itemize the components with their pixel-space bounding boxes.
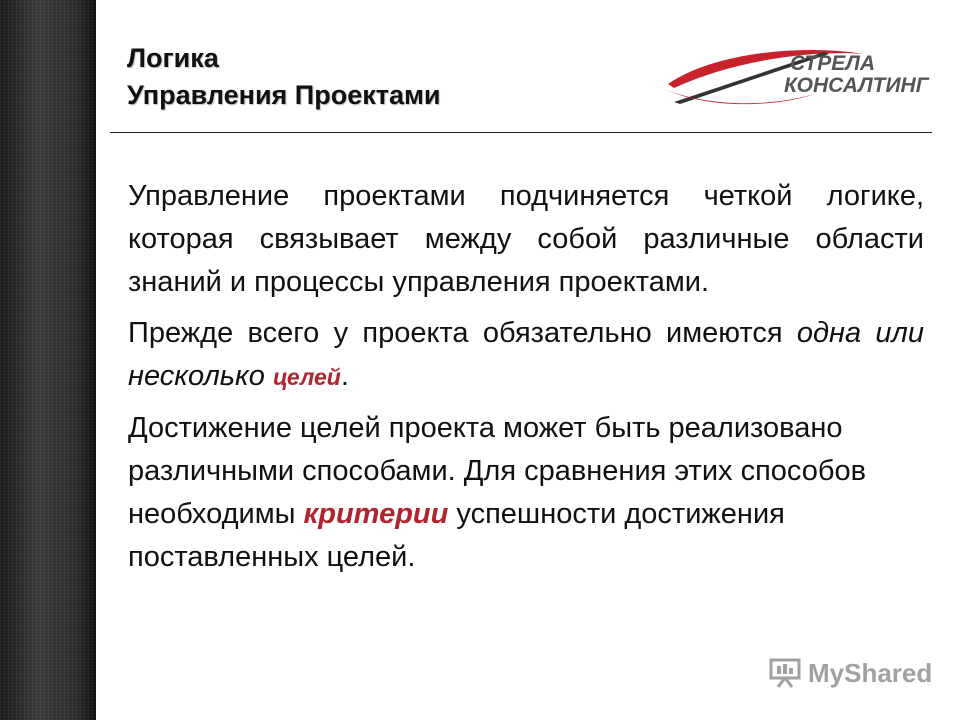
p2-end: . — [340, 360, 349, 392]
slide-body — [128, 175, 924, 587]
logo-text-1: СТРЕЛА — [790, 52, 876, 75]
side-stripe — [0, 0, 96, 720]
strela-logo — [664, 44, 944, 112]
title-line-1: Логика — [127, 43, 219, 73]
paragraph-1: Управление проектами подчиняется четкой логике, которая связывает между собой различные области знаний и процессы управления проектами. — [128, 180, 924, 298]
p3-end: успешности достижения поставленных целей. — [128, 498, 785, 573]
title-line-2: Управления Проектами — [127, 80, 441, 110]
watermark-text: MyShared — [808, 657, 933, 688]
p2-italic: одна или несколько — [128, 317, 924, 392]
title-divider — [110, 132, 932, 133]
p2-accent-goals: целей — [272, 364, 341, 390]
logo-text-2: КОНСАЛТИНГ — [784, 74, 929, 97]
p3-accent-criteria: критерии — [303, 498, 449, 530]
p3-text: Достижение целей проекта может быть реализовано различными способами. Для сравнения этих способов необходимы — [128, 412, 867, 530]
paragraph-2 — [128, 312, 924, 399]
p2-text: Прежде всего у проекта обязательно имеются — [128, 317, 797, 349]
paragraph-3 — [128, 407, 924, 579]
slide-title — [127, 40, 441, 114]
watermark — [768, 656, 932, 690]
presentation-icon — [768, 657, 802, 689]
